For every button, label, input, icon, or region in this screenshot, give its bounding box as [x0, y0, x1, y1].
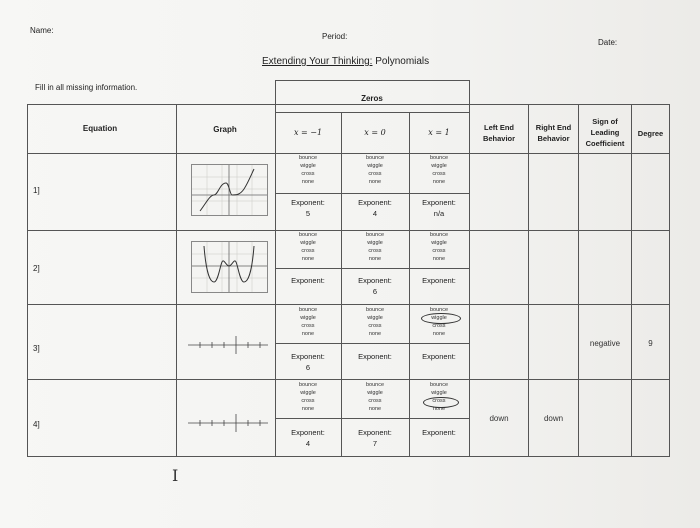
- left-end-r4: down: [489, 414, 509, 423]
- choices-r4-x1: bounce wiggle cross none: [429, 382, 449, 412]
- date-label: Date:: [598, 38, 618, 47]
- col-x-0: x = 0: [364, 128, 386, 137]
- choices-r2-xneg1: bounce wiggle cross none: [298, 232, 318, 262]
- graph-row-1: [191, 164, 268, 216]
- col-right-end: Right End Behavior: [535, 123, 572, 143]
- row-2-number: 2]: [33, 264, 40, 273]
- exponent-r4-x1: Exponent:: [422, 428, 456, 437]
- graph-row-2: [191, 241, 268, 293]
- choices-r2-x1: bounce wiggle cross none: [429, 232, 449, 262]
- exponent-r4-x0: Exponent: 7: [358, 428, 392, 448]
- col-degree: Degree: [637, 129, 664, 138]
- choices-r1-x0: bounce wiggle cross none: [365, 155, 385, 185]
- choices-r2-x0: bounce wiggle cross none: [365, 232, 385, 262]
- exponent-r2-x0: Exponent: 6: [358, 276, 392, 296]
- col-graph: Graph: [213, 125, 237, 134]
- choices-r4-xneg1: bounce wiggle cross none: [298, 382, 318, 412]
- sign-r3: negative: [589, 339, 621, 348]
- exponent-r4-xneg1: Exponent: 4: [291, 428, 325, 448]
- choices-r3-xneg1: bounce wiggle cross none: [298, 307, 318, 337]
- graph-row-4: [188, 414, 268, 432]
- exponent-r3-x1: Exponent:: [422, 352, 456, 361]
- period-label: Period:: [322, 32, 348, 41]
- exponent-r2-x1: Exponent:: [422, 276, 456, 285]
- exponent-r1-x0: Exponent: 4: [358, 198, 392, 218]
- exponent-r3-x0: Exponent:: [358, 352, 392, 361]
- title-underlined: Extending Your Thinking:: [262, 56, 373, 67]
- choices-r4-x0: bounce wiggle cross none: [365, 382, 385, 412]
- col-equation: Equation: [82, 124, 118, 133]
- col-sign: Sign of Leading Coefficient: [585, 117, 625, 148]
- row-3-number: 3]: [33, 344, 40, 353]
- choices-r1-xneg1: bounce wiggle cross none: [298, 155, 318, 185]
- circled-cross-r4: [423, 397, 459, 408]
- row-4-number: 4]: [33, 420, 40, 429]
- col-x-1: x = 1: [428, 128, 450, 137]
- row-1-number: 1]: [33, 186, 40, 195]
- circled-wiggle-r3: [421, 313, 461, 324]
- exponent-r1-xneg1: Exponent: 5: [291, 198, 325, 218]
- col-left-end: Left End Behavior: [482, 123, 516, 143]
- text-cursor-icon: I: [172, 466, 179, 485]
- choices-r3-x1: bounce wiggle cross none: [429, 307, 449, 337]
- choices-r1-x1: bounce wiggle cross none: [429, 155, 449, 185]
- name-label: Name:: [30, 26, 54, 35]
- graph-row-3: [188, 336, 268, 354]
- degree-r3: 9: [648, 339, 653, 348]
- page-title: [262, 56, 429, 67]
- title-rest: Polynomials: [372, 56, 430, 67]
- choices-r3-x0: bounce wiggle cross none: [365, 307, 385, 337]
- zeros-header: Zeros: [361, 94, 383, 103]
- exponent-r2-xneg1: Exponent:: [291, 276, 325, 285]
- instructions: Fill in all missing information.: [35, 83, 138, 92]
- right-end-r4: down: [543, 414, 564, 423]
- col-x-neg1: x = −1: [293, 128, 323, 137]
- exponent-r3-xneg1: Exponent: 6: [291, 352, 325, 372]
- exponent-r1-x1: Exponent: n/a: [422, 198, 456, 218]
